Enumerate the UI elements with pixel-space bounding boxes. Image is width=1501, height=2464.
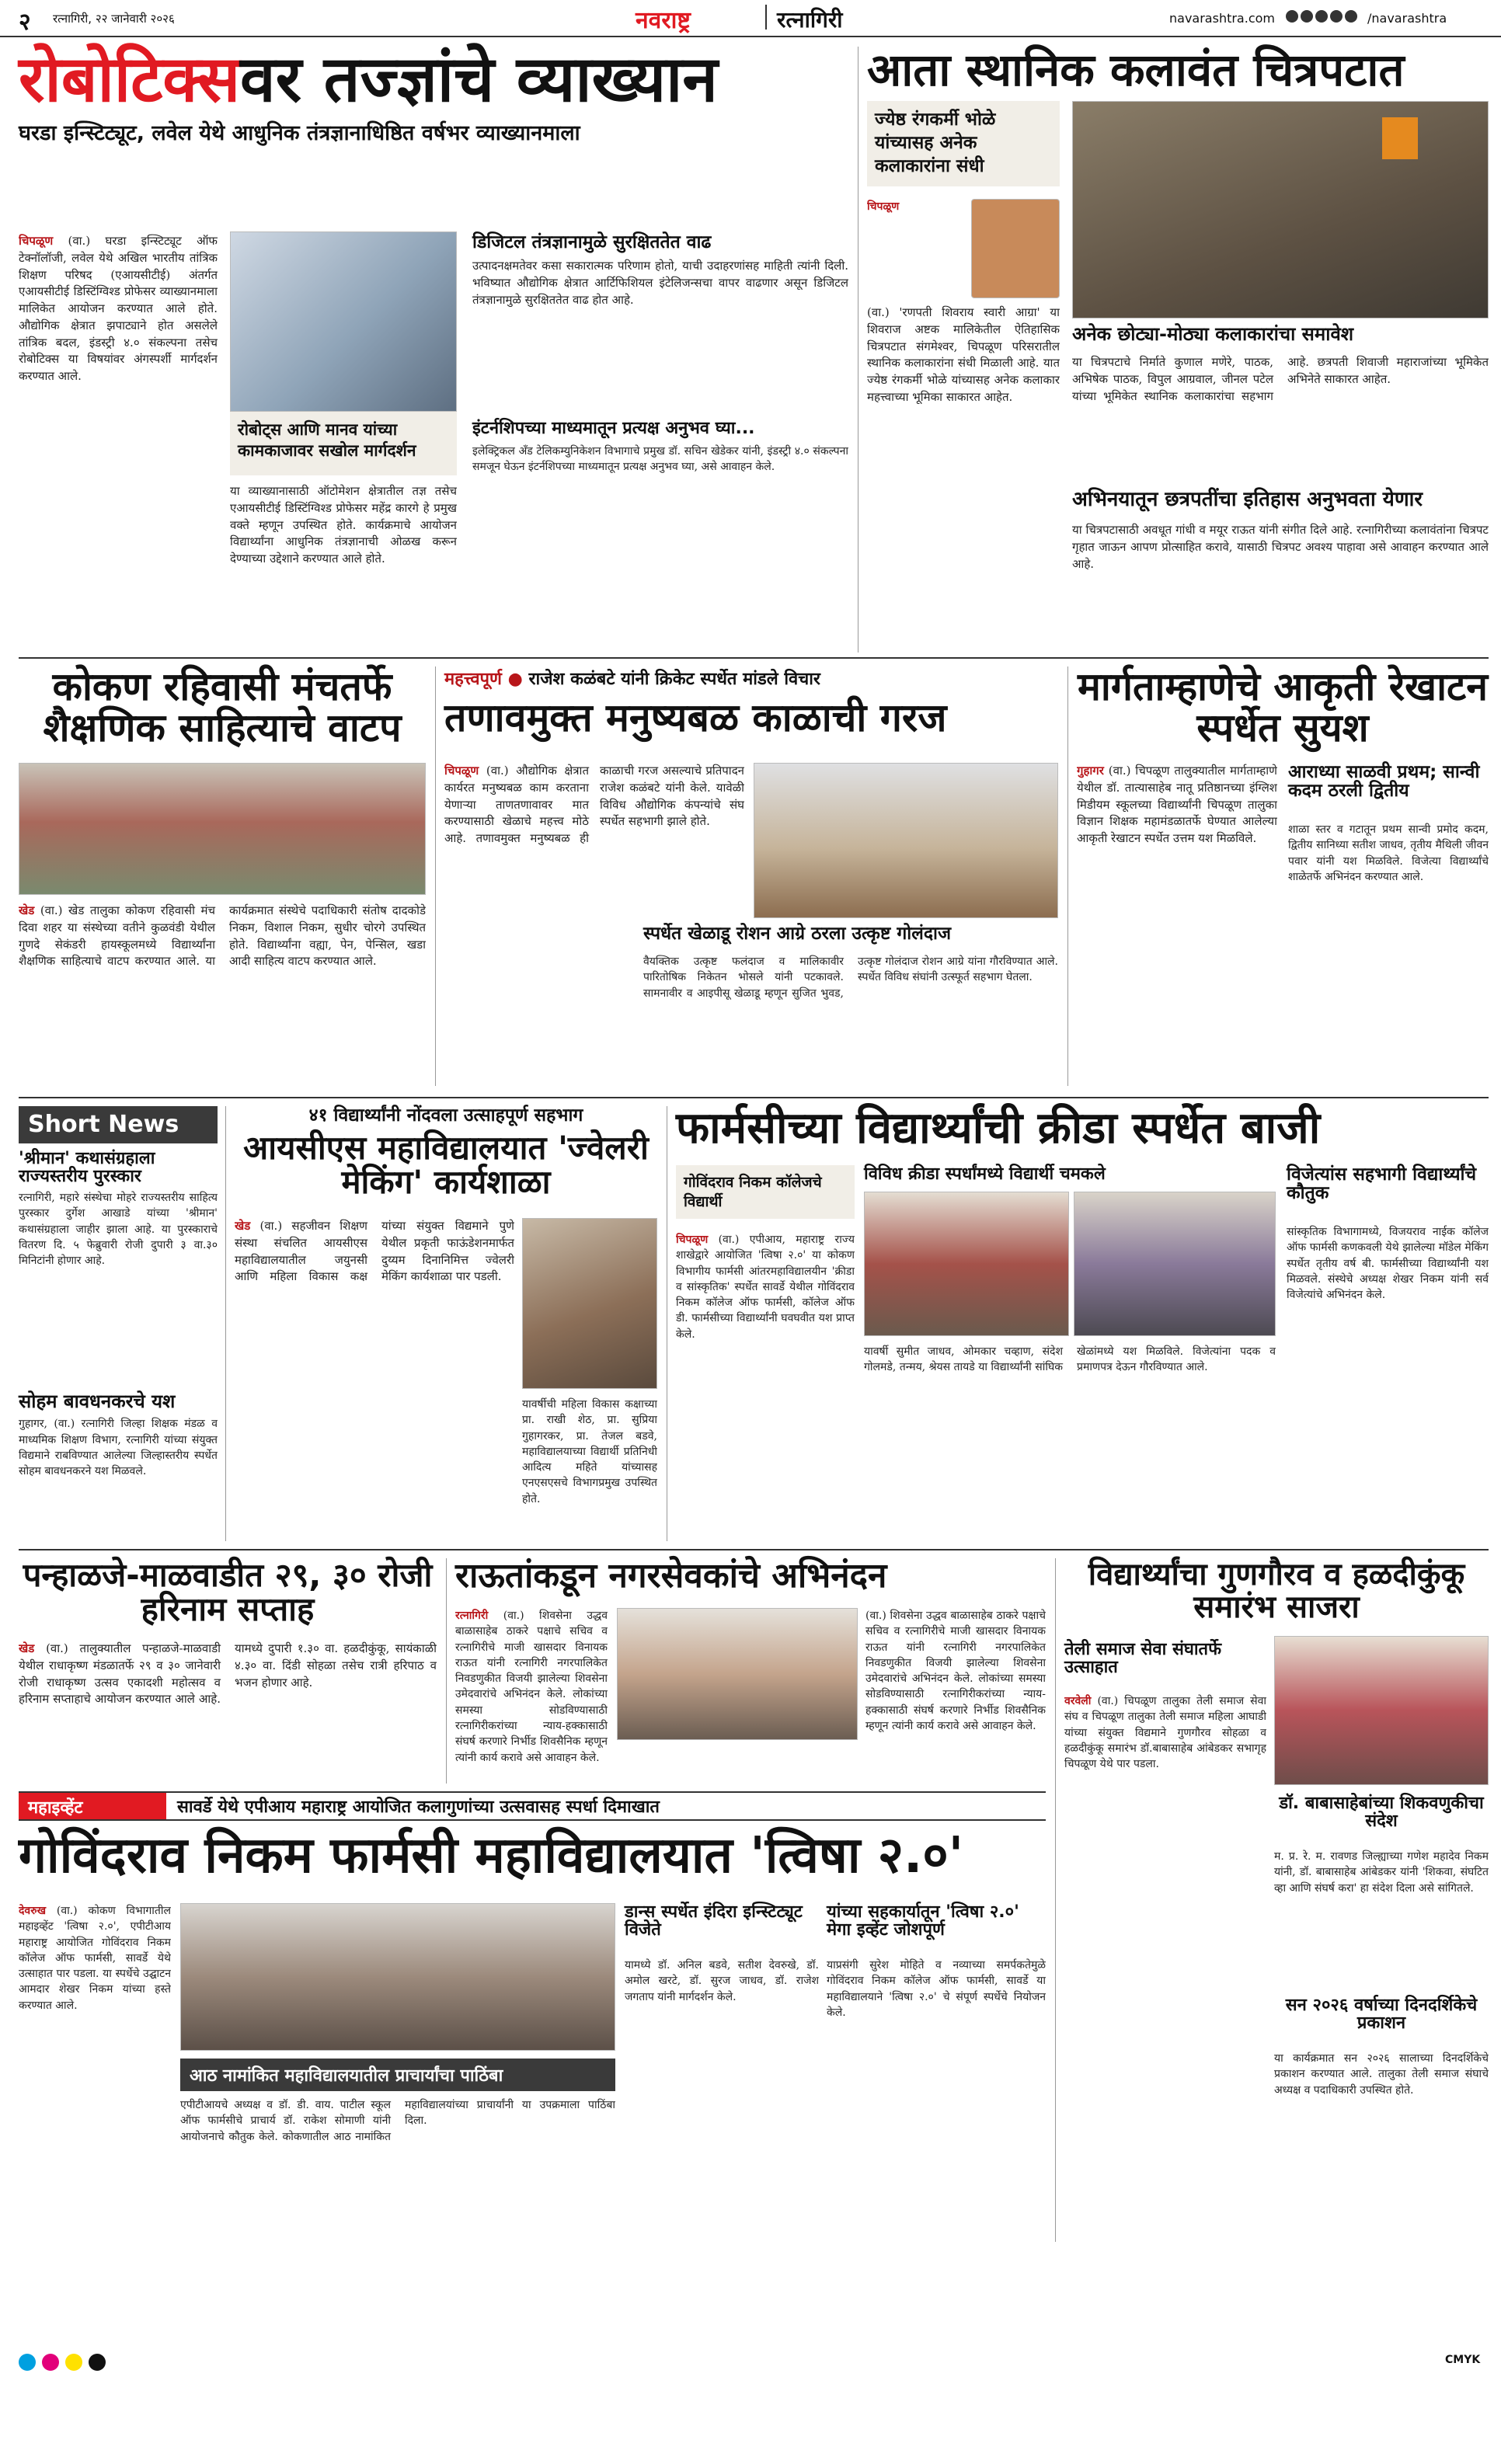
- mid-subhead: डिजिटल तंत्रज्ञानामुळे सुरक्षिततेत वाढ: [472, 232, 712, 252]
- news-item-head: सोहम बावधनकरचे यश: [19, 1390, 176, 1413]
- body-text: (वा.) तालुक्यातील पन्हाळजे-माळवाडी येथील राधाकृष्ण मंडळातर्फे २९ व ३० जानेवारी रोजी राधाकृष्ण उत्सव एकादशी महोत्सव व हरिनाम सप्ताहाचे आयोजन करण्यात आले आहे. यामध्ये दुपारी १.३० वा. हळदीकुंकू, सायंकाळी ४.३० वा. दिंडी सोहळा तसेच रात्री हरिपाठ व भजन होणार आहे.: [19, 1641, 437, 1707]
- social-handle[interactable]: /navarashtra: [1367, 11, 1447, 26]
- story-drawing: [1077, 666, 1489, 748]
- felicitation-photo: [1274, 1636, 1489, 1785]
- internship-body: इलेक्ट्रिकल अँड टेलिकम्युनिकेशन विभागाचे प्रमुख डॉ. सचिन खेडेकर यांनी, इंडस्ट्री ४.० संकल्पना समजून घेऊन इंटर्नशिपच्या माध्यमातून प्रत्यक्ष अनुभव घ्या, असे आवाहन केले.: [472, 445, 848, 474]
- story-robotics: [19, 43, 848, 146]
- body-text: (वा.) कोकण विभागातील महाइव्हेंट 'त्विषा २.०', एपीटीआय महाराष्ट्र आयोजित गोविंदराव निकम कॉलेज ऑफ फार्मसी, सावर्डे येथे उत्साहात पार पडला. या स्पर्धेचे उद्घाटन आमदार शेखर निकम यांच्या हस्ते करण्यात आले.: [19, 1905, 171, 2012]
- film-body2: या चित्रपटासाठी अवधूत गांधी व मयूर राऊत यांनी संगीत दिले आहे. रत्नागिरीच्या कलावंतांना चित्रपट गृहात जाऊन आपण प्रोत्साहित करावे, यासाठी चित्रपट अवश्य पाहावा असे आवाहन करण्यात आले आहे.: [1072, 523, 1489, 571]
- film-subhead: अभिनयातून छत्रपतींचा इतिहास अनुभवता येणार: [1072, 488, 1423, 511]
- story-raut-body: [455, 1608, 608, 1784]
- masthead-date: रत्नागिरी, २२ जानेवारी २०२६: [53, 12, 175, 26]
- collab-body: याप्रसंगी सुरेश मोहिते व नव्याच्या समर्पकतेमुळे गोविंदराव निकम कॉलेज ऑफ फार्मसी, सावर्डे या महाविद्यालयाने 'त्विषा २.०' चे संपूर्ण स्पर्धेचे नियोजन केले.: [827, 1959, 1046, 2019]
- film-intro: [867, 199, 968, 300]
- headline: आयसीएस महाविद्यालयात 'ज्वेलरी मेकिंग' कार्यशाळा: [243, 1129, 649, 1202]
- portrait-photo: [971, 199, 1060, 298]
- photo-caption: अनेक छोट्या-मोठ्या कलाकारांचा समावेश: [1072, 323, 1354, 345]
- headline: कोकण रहिवासी मंचतर्फे शैक्षणिक साहित्याचे वाटप: [43, 664, 402, 750]
- side-body: म. प्र. रे. म. रावणड जिल्ह्याच्या गणेश महादेव निकम यांनी, डॉ. बाबासाहेब आंबेडकर यांनी 'शिकवा, संघटित व्हा आणि संघर्ष करा' हा संदेश दिला असे सांगितले.: [1274, 1850, 1489, 1895]
- story-jewellery-body: [235, 1218, 514, 1537]
- saffron-flag: [1382, 117, 1418, 159]
- internship-box: [472, 419, 848, 599]
- story-teli-body: [1064, 1693, 1266, 2237]
- body-text: (वा.) औद्योगिक क्षेत्रात कार्यरत मनुष्यबळ काम करताना येणाऱ्या ताणतणावावर मात करण्यासाठी खेळाचे महत्त्व मोठे आहे. तणावमुक्त मनुष्यबळ ही काळाची गरज असल्याचे प्रतिपादन राजेश कळंबटे यांनी केले. यावेळी विविध औद्योगिक कंपन्यांचे संघ स्पर्धेत सहभागी झाले होते.: [444, 764, 744, 845]
- event-banner: [19, 1791, 1046, 1821]
- side-head: डॉ. बाबासाहेबांच्या शिकवणुकीचा संदेश: [1279, 1794, 1484, 1832]
- masthead: [0, 0, 1501, 37]
- section-rule: [19, 657, 1489, 659]
- page-number: २: [19, 9, 31, 36]
- photo-caption: रोबोट्स आणि मानव यांच्या कामकाजावर सखोल मार्गदर्शन: [230, 412, 457, 475]
- story-robotics-body: [19, 233, 218, 637]
- dateline: खेड: [19, 903, 35, 917]
- headline: [19, 43, 848, 117]
- students-photo: [19, 763, 426, 895]
- story-harinam: [19, 1558, 437, 1627]
- headline-rest: वर तज्ज्ञांचे व्याख्यान: [240, 43, 718, 117]
- bottom-body: एपीटीआयचे अध्यक्ष व डॉ. डी. वाय. पाटील स्कूल ऑफ फार्मसीचे प्राचार्य डॉ. राकेश सोमाणी यांनी आयोजनाचे कौतुक केले. कोकणातील आठ नामांकित महाविद्यालयांच्या प्राचार्यांनी या उपक्रमाला पाठिंबा दिला.: [180, 2099, 615, 2143]
- print-color-bar: [0, 2346, 1501, 2377]
- section-name: रत्नागिरी: [777, 7, 843, 33]
- section-rule: [19, 1097, 1489, 1098]
- sub-head: तेली समाज सेवा संघातर्फे उत्साहात: [1064, 1640, 1222, 1678]
- story-film: [867, 44, 1489, 96]
- story-raut-body2: (वा.) शिवसेना उद्धव बाळासाहेब ठाकरे पक्षाचे सचिव व रत्नागिरीचे माजी खासदार विनायक राऊत यांनी रत्नागिरी नगरपालिकेत निवडणुकीत विजयी झालेल्या शिवसेना उमेदवारांचे अभिनंदन केले. लोकांच्या समस्या सोडविण्यासाठी रत्नागिरीकरांच्या न्याय-हक्कासाठी संघर्ष करणारे निर्भीड शिवसैनिक म्हणून त्यांनी कार्य करावे असे आवाहन केले.: [865, 1610, 1046, 1733]
- body-text: (वा.) चिपळूण तालुक्यातील मार्गताम्हाणे येथील डॉ. तात्यासाहेब नातू प्रतिष्ठानच्या इंग्लिश मिडीयम स्कूलच्या विद्यार्थ्यांनी चिपळूण तालुका विज्ञान शिक्षक महामंडळातर्फे घेण्यात आलेल्या आकृती रेखाटन स्पर्धेत उत्तम यश मिळविले.: [1077, 764, 1277, 845]
- mid-body: उत्पादनक्षमतेवर कसा सकारात्मक परिणाम होतो, याची उदाहरणांसह माहिती त्यांनी दिली. भविष्यात औद्योगिक क्षेत्रात आर्टिफिशियल इंटेलिजन्सचा वापर वाढणार असून डिजिटल तंत्रज्ञानामुळे सुरक्षिततेत वाढ होत आहे.: [472, 259, 848, 307]
- black-swatch: [89, 2354, 106, 2371]
- internship-head: इंटर्नशिपच्या माध्यमातून प्रत्यक्ष अनुभव घ्या...: [472, 419, 755, 438]
- column-divider: [446, 1558, 447, 1784]
- kicker-line: महत्त्वपूर्ण ● राजेश कळंबटे यांनी क्रिकेट स्पर्धेत मांडले विचार: [444, 670, 820, 689]
- film-bullets: या चित्रपटाचे निर्माते कुणाल मणेरे, पाठक, अभिषेक पाठक, विपुल आग्रवाल, जीनल पटेल यांच्या भूमिकेत स्थानिक कलाकारांचा सहभाग आहे. छत्रपती शिवाजी महाराजांच्या भूमिकेत अभिनेते साकारत आहेत.: [1072, 355, 1489, 403]
- dateline: खेड: [19, 1641, 35, 1655]
- headline: पन्हाळजे-माळवाडीत २९, ३० रोजी हरिनाम सप्ताह: [23, 1556, 433, 1629]
- dateline: वरवेली: [1064, 1695, 1092, 1707]
- film-photo: [1072, 101, 1489, 318]
- workshop-photo: [522, 1218, 657, 1389]
- headline: गोविंदराव निकम फार्मसी महाविद्यालयात 'त्विषा २.०': [19, 1827, 964, 1885]
- body-text: (वा.) सहजीवन शिक्षण संस्था संचलित आयसीएस महाविद्यालयातील जयुनसी आणि महिला विकास कक्ष यांच्या संयुक्त विद्यमाने पुणे येथील प्रकृती फाऊंडेशनमार्फत दुय्यम दिनानिमित्त ज्वेलरी मेकिंग कार्यशाळा पार पडली.: [235, 1219, 514, 1284]
- column-divider: [225, 1106, 226, 1541]
- body-text: (वा.) एपीआय, महाराष्ट्र राज्य शाखेद्वारे आयोजित 'त्विषा २.०' या कोकण विभागीय फार्मसी आंतरमहाविद्यालयीन 'क्रीडा व सांस्कृतिक' स्पर्धेत सावर्डे येथील गोविंदराव निकम कॉलेज ऑफ फार्मसी, कॉलेज ऑफ डी. फार्मसीच्या विद्यार्थ्यांनी घवघवीत यश प्राप्त केले.: [676, 1234, 855, 1341]
- story-cricket: [444, 666, 1058, 739]
- x-icon[interactable]: [1301, 10, 1313, 23]
- brand-logo: नवराष्ट्र: [636, 7, 691, 34]
- story-jewellery: [235, 1105, 657, 1202]
- event-photo: [180, 1903, 615, 2051]
- story-jewellery-body2: यावर्षीची महिला विकास कक्षाच्या प्रा. राखी शेठ, प्रा. सुप्रिया गुहागरकर, प्रा. तेजल बडवे, महाविद्यालयाच्या विद्यार्थी प्रतिनिधी आदित्य महिते यांच्यासह एनएसएसचे विभागप्रमुख उपस्थित होते.: [522, 1398, 657, 1505]
- body-text: (वा.) खेड तालुका कोकण रहिवासी मंच दिवा शहर या संस्थेच्या वतीने कुळवंडी येथील गुणदे सेकंडरी हायस्कूलमध्ये विद्यार्थ्यांना शैक्षणिक साहित्याचे वाटप करण्यात आले. या कार्यक्रमात संस्थेचे पदाधिकारी संतोष दादकोडे निकम, विशाल निकम, सुधीर चोरगे उपस्थित होते. विद्यार्थ्यांना वह्या, पेन, पेन्सिल, खडा आदी साहित्य वाटप करण्यात आले.: [19, 903, 426, 969]
- story-pharmacy-body: [676, 1232, 855, 1538]
- social-icons: [1286, 10, 1357, 26]
- side-body: शाळा स्तर व गटातून प्रथम सान्वी प्रमोद कदम, द्वितीय सानिध्या सतीश जाधव, तृतीय मैथिली जीवन पवार यांनी यश मिळविले. विजेत्या विद्यार्थ्यांचे शाळेतर्फे अभिनंदन करण्यात आले.: [1288, 823, 1489, 883]
- section-rule: [19, 1549, 1489, 1550]
- dateline: खेड: [235, 1219, 251, 1233]
- headline: राऊतांकडून नगरसेवकांचे अभिनंदन: [455, 1556, 887, 1596]
- dateline: देवरुख: [19, 1905, 47, 1917]
- dateline: चिपळूण: [676, 1234, 709, 1246]
- team-photo-2: [1074, 1192, 1276, 1336]
- headline: विद्यार्थ्यांचा गुणगौरव व हळदीकुंकू समारंभ साजरा: [1088, 1557, 1465, 1625]
- cricket-subbody: वैयक्तिक उत्कृष्ट फलंदाज व मालिकावीर पारितोषिक निकेतन भोसले यांनी पटकावले. सामनावीर व आइपीसू खेळाडू म्हणून सुजित भुवड, उत्कृष्ट गोलंदाज रोशन आग्रे यांना गौरविण्यात आले. स्पर्धेत विविध संघांनी उत्स्फूर्त सहभाग घेतला.: [643, 955, 1058, 1000]
- story-pharmacy-body2: यावर्षी सुमीत जाधव, ओमकार चव्हाण, संदेश गोलमडे, तन्मय, श्रेयस तायडे या विद्यार्थ्यांनी सांघिक खेळांमध्ये यश मिळविले. विजेत्यांना पदक व प्रमाणपत्र देऊन गौरविण्यात आले.: [864, 1345, 1276, 1374]
- column-divider: [435, 666, 436, 1086]
- banner-tag: महाइव्हेंट: [19, 1793, 166, 1819]
- headline: आता स्थानिक कलावंत चित्रपटात: [867, 44, 1405, 96]
- cmyk-label: CMYK: [1445, 2354, 1481, 2366]
- kicker-text: राजेश कळंबटे यांनी क्रिकेट स्पर्धेत मांडले विचार: [528, 670, 820, 689]
- headline: तणावमुक्त मनुष्यबळ काळाची गरज: [444, 695, 947, 740]
- column-divider: [1067, 666, 1068, 1086]
- dateline: रत्नागिरी: [455, 1610, 489, 1622]
- film-body: (वा.) 'रणपती शिवराय स्वारी आग्रा' या शिवराज अष्टक मालिकेतील ऐतिहासिक चित्रपटात संगमेश्वर, चिपळूण परिसरातील स्थानिक कलाकारांना संधी मिळाली आहे. यात ज्येष्ठ रंगकर्मी भोळे यांच्यासह अनेक कलाकार महत्त्वाच्या भूमिका साकारत आहेत.: [867, 305, 1060, 404]
- story-robotics-mid: [472, 233, 848, 405]
- collab-head: यांच्या सहकार्यातून 'त्विषा २.०' मेगा इव्हेंट जोशपूर्ण: [827, 1902, 1019, 1940]
- magenta-swatch: [42, 2354, 59, 2371]
- body-text: (वा.) चिपळूण तालुका तेली समाज सेवा संघ व चिपळूण तालुका तेली समाज महिला आघाडी यांच्या संयुक्त विद्यमाने गुणगौरव सोहळा व हळदीकुंकू समारंभ डॉ.बाबासाहेब आंबेडकर सभागृह चिपळूण येथे पार पडला.: [1064, 1695, 1266, 1771]
- side-body: सांस्कृतिक विभागामध्ये, विजयराव नाईक कॉलेज ऑफ फार्मसी कणकवली येथे झालेल्या मॉडेल मेकिंग स्पर्धेत तृतीय वर्ष बी. फार्मसीच्या विद्यार्थ्यांनी यश मिळवले. संस्थेचे अध्यक्ष शेखर निकम यांनी सर्व विजेत्यांचे अभिनंदन केले.: [1287, 1226, 1489, 1302]
- side-head: सन २०२६ वर्षाच्या दिनदर्शिकेचे प्रकाशन: [1285, 1996, 1478, 2034]
- story-teli: [1064, 1558, 1489, 1624]
- subheadline: घरडा इन्स्टिट्यूट, लवेल येथे आधुनिक तंत्रज्ञानाधिष्ठित वर्षभर व्याख्यानमाला: [19, 121, 580, 146]
- felicitation-photo: [617, 1608, 858, 1740]
- small-head: ४१ विद्यार्थ्यांनी नोंदवला उत्साहपूर्ण सहभाग: [308, 1105, 583, 1126]
- youtube-icon[interactable]: [1330, 10, 1343, 23]
- headline: मार्गताम्हाणेचे आकृती रेखाटन स्पर्धेत सुयश: [1078, 664, 1488, 750]
- body-text: (वा.) शिवसेना उद्धव बाळासाहेब ठाकरे पक्षाचे सचिव व रत्नागिरीचे माजी खासदार विनायक राऊत यांनी रत्नागिरी नगरपालिकेत निवडणुकीत विजयी झालेल्या शिवसेना उमेदवारांचे अभिनंदन केले. लोकांच्या समस्या सोडविण्यासाठी रत्नागिरीकरांच्या न्याय-हक्कासाठी संघर्ष करणारे निर्भीड शिवसैनिक म्हणून त्यांनी कार्य करावे असे आवाहन केले.: [455, 1610, 608, 1764]
- robot-photo: [230, 231, 457, 412]
- story-pharmacy-sports: [676, 1103, 1489, 1154]
- sidebar-quote: ज्येष्ठ रंगकर्मी भोळे यांच्यासह अनेक कलाकारांना संधी: [867, 101, 1060, 186]
- news-item-head: 'श्रीमान' कथासंग्रहाला राज्यस्तरीय पुरस्कार: [19, 1149, 155, 1187]
- dateline: गुहागर: [1077, 764, 1104, 778]
- headline: फार्मसीच्या विद्यार्थ्यांची क्रीडा स्पर्धेत बाजी: [676, 1103, 1321, 1154]
- story-tvisha: [19, 1827, 1046, 1885]
- dateline: चिपळूण: [19, 234, 54, 248]
- trophy-photo: [754, 763, 1058, 918]
- photo-head: विविध क्रीडा स्पर्धांमध्ये विद्यार्थी चमकले: [864, 1164, 1106, 1184]
- column-divider: [1055, 1558, 1056, 2242]
- instagram-icon[interactable]: [1315, 10, 1328, 23]
- side-head: विजेत्यांस सहभागी विद्यार्थ्यांचे कौतुक: [1287, 1164, 1477, 1204]
- banner-text: सावर्डे येथे एपीआय महाराष्ट्र आयोजित कलागुणांच्या उत्सवासह स्पर्धा दिमाखात: [177, 1798, 660, 1817]
- short-news-column: [19, 1150, 218, 1548]
- dance-head: डान्स स्पर्धेत इंदिरा इन्स्टिट्यूट विजेते: [625, 1902, 803, 1940]
- story-raut: [455, 1558, 1046, 1594]
- story-robotics-body2: या व्याख्यानासाठी ऑटोमेशन क्षेत्रातील तज्ञ तसेच एआयसीटीई डिस्टिंग्विश्ड प्रोफेसर महेंद्र कारगे हे प्रमुख वक्ते म्हणून उपस्थित होते. कार्यक्रमाचे आयोजन विद्यार्थ्यांना आधुनिक तंत्रज्ञानाची ओळख करून देण्याच्या उद्देशाने करण्यात आले होते.: [230, 484, 457, 566]
- story-harinam-body: [19, 1641, 437, 1780]
- story-drawing-body: [1077, 763, 1277, 1089]
- cyan-swatch: [19, 2354, 36, 2371]
- kicker: महत्त्वपूर्ण: [444, 670, 502, 689]
- dateline: चिपळूण: [867, 200, 900, 213]
- yellow-swatch: [65, 2354, 82, 2371]
- dateline: चिपळूण: [444, 764, 479, 778]
- bottom-head: आठ नामांकित महाविद्यालयातील प्राचार्यांचा पाठिंबा: [180, 2059, 615, 2091]
- masthead-divider: [765, 5, 767, 30]
- story-konkan-body: [19, 903, 426, 1089]
- team-photo-1: [864, 1192, 1069, 1336]
- dance-body: यामध्ये डॉ. अनिल बडवे, सतीश देवरुखे, डॉ. अमोल खरटे, डॉ. सुरज जाधव, डॉ. राजेश जगताप यांनी मार्गदर्शन केले.: [625, 1959, 819, 2003]
- news-item-body: रत्नागिरी, महारे संस्थेचा मोहरे राज्यस्तरीय साहित्य पुरस्कार दुर्गेश आखाडे यांच्या 'श्रीमान' कथासंग्रहाला जाहीर झाला आहे. या पुरस्काराचे वितरण दि. ५ फेब्रुवारी रोजी दुपारी ३ वा.३० मिनिटांनी होणार आहे.: [19, 1192, 218, 1268]
- college-box: गोविंदराव निकम कॉलेजचे विद्यार्थी: [676, 1165, 855, 1219]
- cricket-subhead: स्पर्धेत खेळाडू रोशन आग्रे ठरला उत्कृष्ट गोलंदाज: [643, 924, 952, 944]
- news-item-body: गुहागर, (वा.) रत्नागिरी जिल्हा शिक्षक मंडळ व माध्यमिक शिक्षण विभाग, रत्नागिरी यांच्या संयुक्त विद्यमाने राबविण्यात आलेल्या जिल्हास्तरीय स्पर्धेत सोहम बावधनकरने यश मिळवले.: [19, 1418, 218, 1478]
- website-link[interactable]: navarashtra.com: [1169, 11, 1275, 26]
- linkedin-icon[interactable]: [1345, 10, 1357, 23]
- body-text: (वा.) घरडा इन्स्टिट्यूट ऑफ टेक्नॉलॉजी, लवेल येथे अखिल भारतीय तांत्रिक शिक्षण परिषद (एआयसीटीई) अंतर्गत एआयसीटीई डिस्टिंग्विश्ड प्रोफेसर व्याख्यानमाला मालिकेत आयोजन करण्यात आले होते. औद्योगिक क्षेत्रात झपाट्याने होत असलेले तांत्रिक बदल, इंडस्ट्री ४.० संकल्पना तसेच रोबोटिक्स या विषयांवर अंगस्पर्शी मार्गदर्शन करण्यात आले.: [19, 234, 218, 383]
- facebook-icon[interactable]: [1286, 10, 1298, 23]
- story-konkan: [19, 666, 426, 748]
- short-news-header: Short News: [19, 1106, 218, 1143]
- side-body: या कार्यक्रमात सन २०२६ सालाच्या दिनदर्शिकेचे प्रकाशन करण्यात आले. तालुका तेली समाज संघाचे अध्यक्ष व पदाधिकारी उपस्थित होते.: [1274, 2052, 1489, 2097]
- headline-highlight: रोबोटिक्स: [19, 43, 241, 117]
- story-tvisha-body: [19, 1903, 171, 2239]
- side-head: आराध्या साळवी प्रथम; सान्वी कदम ठरली द्वितीय: [1288, 762, 1480, 802]
